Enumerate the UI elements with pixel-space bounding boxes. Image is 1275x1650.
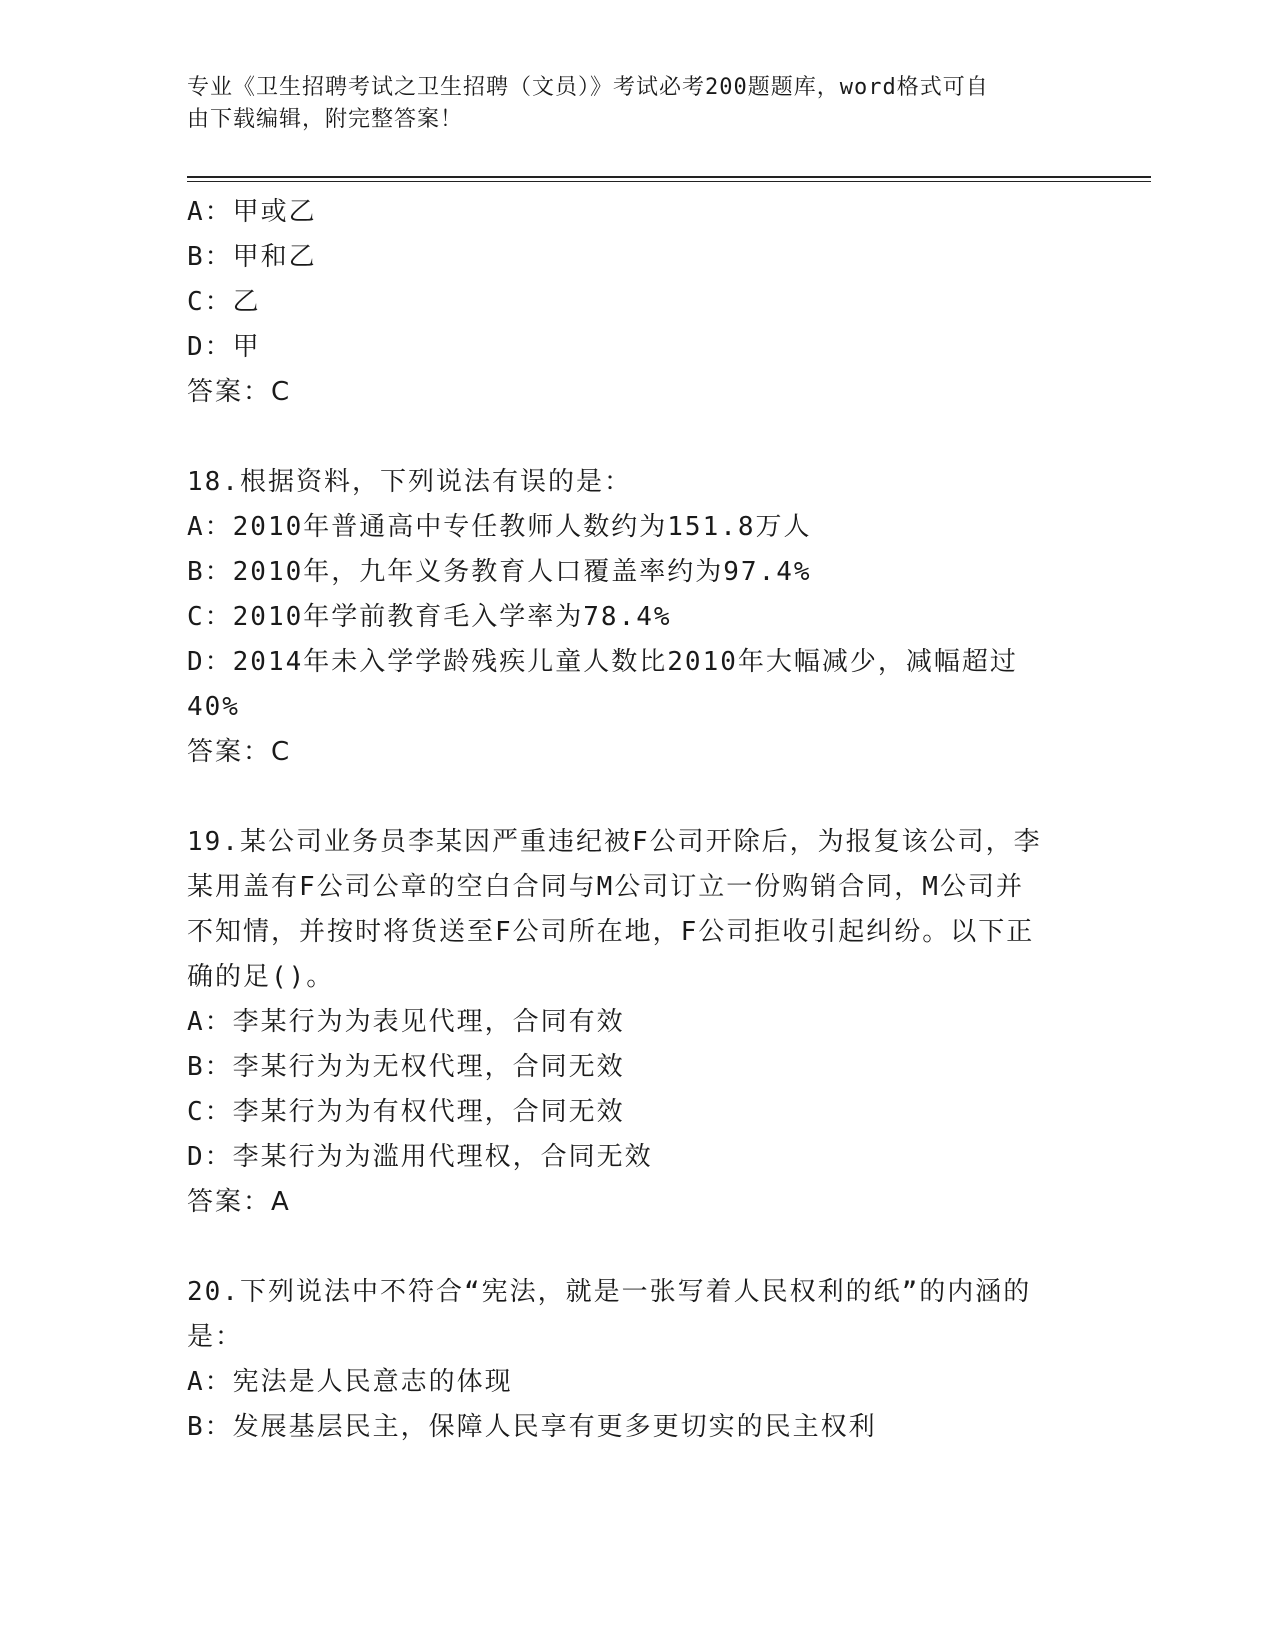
header-divider bbox=[187, 176, 1151, 178]
option-a: A：甲或乙 bbox=[187, 197, 317, 227]
option-b: B：甲和乙 bbox=[187, 242, 317, 272]
option-d: D：李某行为为滥用代理权，合同无效 bbox=[187, 1142, 653, 1172]
question-list bbox=[187, 190, 1077, 1450]
question-stem: 20.下列说法中不符合“宪法，就是一张写着人民权利的纸”的内涵的 bbox=[187, 1277, 1032, 1307]
question-stem: 确的足()。 bbox=[187, 962, 335, 992]
answer-line: 答案：C bbox=[187, 737, 292, 767]
answer-line: 答案：C bbox=[187, 377, 292, 407]
option-c: C：乙 bbox=[187, 287, 261, 317]
question-stem: 18.根据资料，下列说法有误的是： bbox=[187, 467, 632, 497]
question-stem: 某用盖有F公司公章的空白合同与M公司订立一份购销合同，M公司并 bbox=[187, 872, 1024, 902]
option-b: B：发展基层民主，保障人民享有更多更切实的民主权利 bbox=[187, 1412, 877, 1442]
question-stem: 不知情，并按时将货送至F公司所在地，F公司拒收引起纠纷。以下正 bbox=[187, 917, 1035, 947]
question-17 bbox=[187, 190, 1077, 415]
header-divider bbox=[187, 181, 1151, 182]
header-line: 专业《卫生招聘考试之卫生招聘（文员）》考试必考200题题库，word格式可自 bbox=[187, 75, 989, 100]
option-b: B：2010年，九年义务教育人口覆盖率约为97.4% bbox=[187, 557, 812, 587]
document-header bbox=[187, 72, 1087, 136]
question-20 bbox=[187, 1270, 1077, 1450]
option-b: B：李某行为为无权代理，合同无效 bbox=[187, 1052, 625, 1082]
answer-line: 答案：A bbox=[187, 1187, 291, 1217]
question-stem: 19.某公司业务员李某因严重违纪被F公司开除后，为报复该公司，李 bbox=[187, 827, 1042, 857]
option-a: A：李某行为为表见代理，合同有效 bbox=[187, 1007, 625, 1037]
option-d: D：甲 bbox=[187, 332, 261, 362]
option-c: C：2010年学前教育毛入学率为78.4% bbox=[187, 602, 672, 632]
option-a: A：宪法是人民意志的体现 bbox=[187, 1367, 513, 1397]
question-stem: 是： bbox=[187, 1322, 244, 1352]
option-a: A：2010年普通高中专任教师人数约为151.8万人 bbox=[187, 512, 812, 542]
option-d: D：2014年未入学学龄残疾儿童人数比2010年大幅减少，减幅超过 bbox=[187, 647, 1018, 677]
option-d-continued: 40% bbox=[187, 692, 240, 722]
question-18 bbox=[187, 460, 1077, 775]
question-19 bbox=[187, 820, 1077, 1225]
header-line: 由下载编辑，附完整答案！ bbox=[187, 107, 464, 132]
option-c: C：李某行为为有权代理，合同无效 bbox=[187, 1097, 625, 1127]
